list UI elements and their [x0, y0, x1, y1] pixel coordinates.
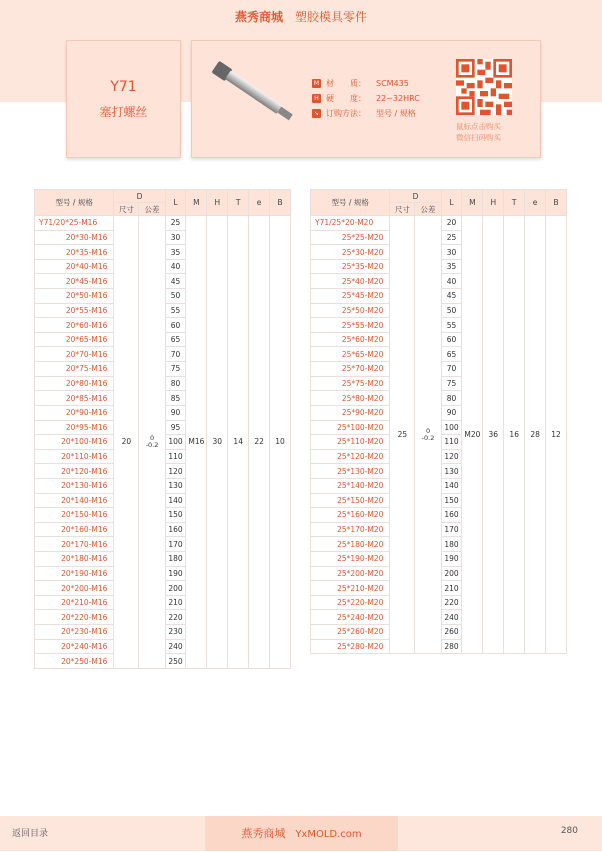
- header-d: D: [114, 190, 165, 203]
- l-cell: 150: [165, 508, 186, 523]
- col-h-cell: 30: [207, 216, 228, 669]
- model-cell[interactable]: 25*150-M20: [311, 493, 390, 508]
- product-code: Y71: [110, 79, 137, 95]
- model-cell[interactable]: 20*60-M16: [35, 318, 114, 333]
- col-e-cell: 22: [249, 216, 270, 669]
- l-cell: 250: [165, 654, 186, 669]
- model-cell[interactable]: 20*160-M16: [35, 522, 114, 537]
- l-cell: 20: [441, 216, 462, 231]
- l-cell: 35: [441, 259, 462, 274]
- model-cell[interactable]: 20*100-M16: [35, 435, 114, 450]
- model-cell[interactable]: 25*130-M20: [311, 464, 390, 479]
- l-cell: 65: [441, 347, 462, 362]
- col-b-cell: 10: [270, 216, 291, 669]
- category-title[interactable]: 塑胶模具零件: [295, 10, 368, 24]
- model-cell[interactable]: 20*230-M16: [35, 625, 114, 640]
- model-cell[interactable]: 20*150-M16: [35, 508, 114, 523]
- model-cell[interactable]: 25*50-M20: [311, 303, 390, 318]
- l-cell: 70: [165, 347, 186, 362]
- click-to-buy-text[interactable]: 鼠标点击购买: [456, 122, 501, 131]
- header-e: e: [249, 190, 270, 216]
- l-cell: 80: [441, 391, 462, 406]
- l-cell: 75: [441, 376, 462, 391]
- l-cell: 55: [165, 303, 186, 318]
- col-t-cell: 16: [504, 216, 525, 654]
- table-row: [35, 216, 291, 231]
- model-cell[interactable]: 20*70-M16: [35, 347, 114, 362]
- model-cell[interactable]: Y71/20*25-M16: [35, 216, 114, 231]
- table-header-row: [311, 190, 567, 203]
- model-cell[interactable]: 20*65-M16: [35, 332, 114, 347]
- model-cell[interactable]: 20*55-M16: [35, 303, 114, 318]
- model-cell[interactable]: 25*170-M20: [311, 522, 390, 537]
- tolerance-upper: 0: [149, 433, 155, 442]
- spec-list: [312, 76, 420, 121]
- col-h-cell: 36: [483, 216, 504, 654]
- spec-table-d25: [310, 189, 567, 654]
- model-cell[interactable]: 20*40-M16: [35, 259, 114, 274]
- order-icon: ↘: [313, 110, 320, 117]
- model-cell[interactable]: 20*85-M16: [35, 391, 114, 406]
- tolerance-lower: -0.2: [145, 440, 159, 449]
- l-cell: 60: [165, 318, 186, 333]
- l-cell: 25: [165, 216, 186, 231]
- d-size-cell: 20: [114, 216, 139, 669]
- table-header-row: [35, 190, 291, 203]
- spec-material: M 材 质： SCM435: [313, 79, 409, 88]
- header-d: D: [390, 190, 441, 203]
- l-cell: 100: [165, 435, 186, 450]
- l-cell: 140: [165, 493, 186, 508]
- model-cell[interactable]: 25*45-M20: [311, 289, 390, 304]
- model-cell[interactable]: 25*280-M20: [311, 639, 390, 654]
- product-info-card: [191, 40, 541, 158]
- qr-caption: [456, 121, 501, 143]
- col-t-cell: 14: [228, 216, 249, 669]
- l-cell: 150: [441, 493, 462, 508]
- model-cell[interactable]: 20*170-M16: [35, 537, 114, 552]
- l-cell: 40: [441, 274, 462, 289]
- model-cell[interactable]: 25*25-M20: [311, 230, 390, 245]
- model-cell[interactable]: 20*120-M16: [35, 464, 114, 479]
- l-cell: 65: [165, 332, 186, 347]
- col-b-cell: 12: [546, 216, 567, 654]
- header-l: L: [165, 190, 186, 216]
- l-cell: 240: [441, 610, 462, 625]
- l-cell: 95: [165, 420, 186, 435]
- header-e: e: [525, 190, 546, 216]
- l-cell: 35: [165, 245, 186, 260]
- l-cell: 180: [441, 537, 462, 552]
- header-h: H: [207, 190, 228, 216]
- col-m-cell: M16: [186, 216, 207, 669]
- l-cell: 230: [165, 625, 186, 640]
- tolerance-value: [146, 435, 159, 449]
- model-cell[interactable]: 20*50-M16: [35, 289, 114, 304]
- l-cell: 130: [165, 478, 186, 493]
- l-cell: 280: [441, 639, 462, 654]
- spec-hardness: H 硬 度： 22~32HRC: [312, 91, 420, 106]
- l-cell: 220: [165, 610, 186, 625]
- tolerance-lower: -0.2: [421, 433, 435, 442]
- col-m-cell: M20: [462, 216, 483, 654]
- model-cell[interactable]: 25*80-M20: [311, 391, 390, 406]
- model-cell[interactable]: 20*45-M16: [35, 274, 114, 289]
- l-cell: 40: [165, 259, 186, 274]
- l-cell: 80: [165, 376, 186, 391]
- l-cell: 160: [441, 508, 462, 523]
- tolerance-upper: 0: [425, 426, 431, 435]
- qr-code-icon[interactable]: [456, 59, 512, 115]
- model-cell[interactable]: 20*210-M16: [35, 595, 114, 610]
- header-t: T: [504, 190, 525, 216]
- l-cell: 260: [441, 625, 462, 640]
- page-header: [0, 8, 602, 25]
- l-cell: 100: [441, 420, 462, 435]
- model-cell[interactable]: 20*110-M16: [35, 449, 114, 464]
- l-cell: 170: [441, 522, 462, 537]
- model-cell[interactable]: 25*90-M20: [311, 405, 390, 420]
- material-icon: M: [313, 80, 320, 87]
- l-cell: 90: [441, 405, 462, 420]
- l-cell: 210: [441, 581, 462, 596]
- model-cell[interactable]: 25*55-M20: [311, 318, 390, 333]
- l-cell: 50: [165, 289, 186, 304]
- model-cell[interactable]: 20*75-M16: [35, 362, 114, 377]
- l-cell: 180: [165, 552, 186, 567]
- model-cell[interactable]: 25*180-M20: [311, 537, 390, 552]
- header-model: 型号 / 规格: [35, 190, 114, 216]
- l-cell: 45: [441, 289, 462, 304]
- footer-brand: 燕秀商城: [241, 827, 286, 840]
- model-cell[interactable]: 25*190-M20: [311, 552, 390, 567]
- l-cell: 110: [165, 449, 186, 464]
- model-cell[interactable]: 25*75-M20: [311, 376, 390, 391]
- l-cell: 120: [165, 464, 186, 479]
- l-cell: 50: [441, 303, 462, 318]
- l-cell: 70: [441, 362, 462, 377]
- model-cell[interactable]: 20*30-M16: [35, 230, 114, 245]
- header-h: H: [483, 190, 504, 216]
- model-cell[interactable]: 25*200-M20: [311, 566, 390, 581]
- model-cell[interactable]: 20*190-M16: [35, 566, 114, 581]
- l-cell: 45: [165, 274, 186, 289]
- l-cell: 200: [165, 581, 186, 596]
- l-cell: 220: [441, 595, 462, 610]
- header-l: L: [441, 190, 462, 216]
- l-cell: 75: [165, 362, 186, 377]
- header-tolerance: 公差: [139, 203, 165, 216]
- model-cell[interactable]: 25*120-M20: [311, 449, 390, 464]
- model-cell[interactable]: 25*240-M20: [311, 610, 390, 625]
- l-cell: 85: [165, 391, 186, 406]
- header-size: 尺寸: [114, 203, 139, 216]
- footer-brand-block[interactable]: [205, 816, 398, 851]
- header-size: 尺寸: [390, 203, 415, 216]
- l-cell: 30: [441, 245, 462, 260]
- l-cell: 190: [441, 552, 462, 567]
- shoulder-bolt-icon: [212, 61, 297, 131]
- l-cell: 160: [165, 522, 186, 537]
- header-b: B: [546, 190, 567, 216]
- model-cell[interactable]: 20*90-M16: [35, 405, 114, 420]
- footer-url: YxMOLD.com: [295, 829, 362, 840]
- table-row: [311, 216, 567, 231]
- l-cell: 90: [165, 405, 186, 420]
- tolerance-value: [422, 428, 435, 442]
- l-cell: 25: [441, 230, 462, 245]
- l-cell: 240: [165, 639, 186, 654]
- model-cell[interactable]: 20*240-M16: [35, 639, 114, 654]
- model-cell[interactable]: 25*60-M20: [311, 332, 390, 347]
- tolerance-cell: [415, 216, 441, 654]
- header-tolerance: 公差: [415, 203, 441, 216]
- model-cell[interactable]: 20*180-M16: [35, 552, 114, 567]
- model-cell[interactable]: 20*200-M16: [35, 581, 114, 596]
- model-cell[interactable]: 20*140-M16: [35, 493, 114, 508]
- l-cell: 190: [165, 566, 186, 581]
- l-cell: 110: [441, 435, 462, 450]
- spec-order: ↘ 订购方法： 型号 / 规格: [313, 109, 416, 118]
- l-cell: 200: [441, 566, 462, 581]
- product-title-card: [66, 40, 181, 158]
- header-m: M: [462, 190, 483, 216]
- model-cell[interactable]: 25*210-M20: [311, 581, 390, 596]
- header-model: 型号 / 规格: [311, 190, 390, 216]
- product-name: 塞打螺丝: [99, 105, 148, 119]
- l-cell: 210: [165, 595, 186, 610]
- l-cell: 170: [165, 537, 186, 552]
- l-cell: 30: [165, 230, 186, 245]
- footer: [0, 816, 602, 851]
- model-cell[interactable]: 25*30-M20: [311, 245, 390, 260]
- d-size-cell: 25: [390, 216, 415, 654]
- header-t: T: [228, 190, 249, 216]
- l-cell: 120: [441, 449, 462, 464]
- model-cell[interactable]: 25*220-M20: [311, 595, 390, 610]
- spec-table-d20: [34, 189, 291, 669]
- model-cell[interactable]: 25*70-M20: [311, 362, 390, 377]
- model-cell[interactable]: 25*100-M20: [311, 420, 390, 435]
- model-cell[interactable]: 25*35-M20: [311, 259, 390, 274]
- l-cell: 60: [441, 332, 462, 347]
- model-cell[interactable]: 25*140-M20: [311, 478, 390, 493]
- model-cell[interactable]: 25*40-M20: [311, 274, 390, 289]
- model-cell[interactable]: 20*130-M16: [35, 478, 114, 493]
- l-cell: 140: [441, 478, 462, 493]
- scan-to-buy-text: 微信扫码购买: [456, 133, 501, 142]
- brand-title[interactable]: 燕秀商城: [234, 10, 283, 24]
- model-cell[interactable]: 20*220-M16: [35, 610, 114, 625]
- l-cell: 55: [441, 318, 462, 333]
- page-number: 280: [560, 826, 578, 836]
- model-cell[interactable]: 25*160-M20: [311, 508, 390, 523]
- back-to-contents-link[interactable]: 返回目录: [12, 829, 49, 839]
- model-cell[interactable]: 25*65-M20: [311, 347, 390, 362]
- hardness-icon: H: [312, 94, 321, 103]
- l-cell: 130: [441, 464, 462, 479]
- tolerance-cell: [139, 216, 165, 669]
- model-cell[interactable]: 20*250-M16: [35, 654, 114, 669]
- model-cell[interactable]: 20*35-M16: [35, 245, 114, 260]
- model-cell[interactable]: 20*80-M16: [35, 376, 114, 391]
- model-cell[interactable]: Y71/25*20-M20: [311, 216, 390, 231]
- model-cell[interactable]: 25*110-M20: [311, 435, 390, 450]
- header-m: M: [186, 190, 207, 216]
- model-cell[interactable]: 25*260-M20: [311, 625, 390, 640]
- col-e-cell: 28: [525, 216, 546, 654]
- header-b: B: [270, 190, 291, 216]
- model-cell[interactable]: 20*95-M16: [35, 420, 114, 435]
